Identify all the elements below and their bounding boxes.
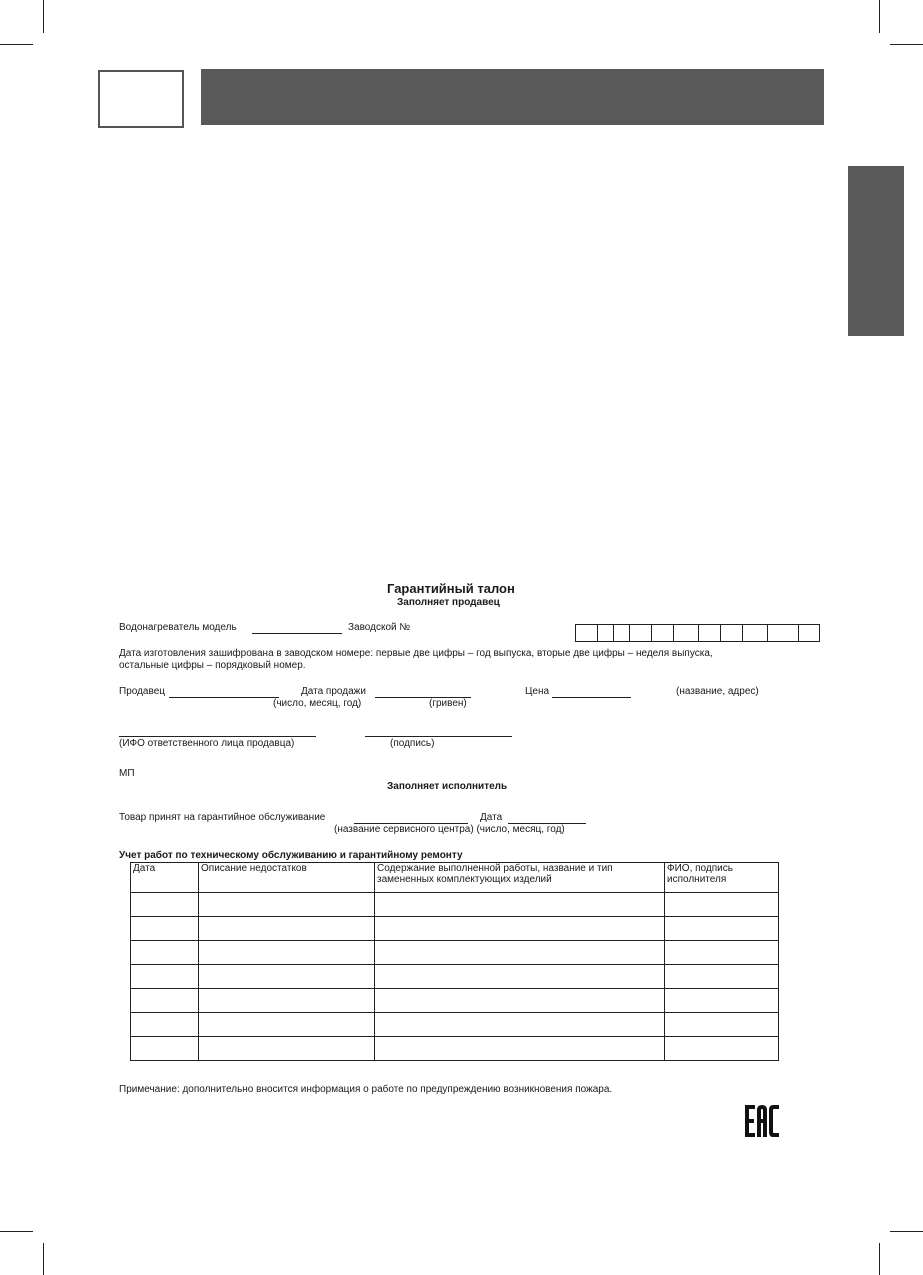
serial-digit-cell[interactable] — [576, 625, 598, 641]
date-hint: (число, месяц, год) — [273, 698, 362, 709]
table-cell[interactable] — [199, 1013, 375, 1037]
price-field-line[interactable] — [552, 697, 631, 698]
date-info-line2: остальные цифры – порядковый номер. — [119, 660, 306, 671]
column-header-executor: ФИО, подпись исполнителя — [665, 863, 779, 893]
crop-mark — [890, 44, 923, 45]
serial-digit-cell[interactable] — [630, 625, 652, 641]
acceptance-date-label: Дата — [480, 812, 503, 823]
model-field-line[interactable] — [252, 633, 342, 634]
table-cell[interactable] — [665, 893, 779, 917]
table-cell[interactable] — [199, 989, 375, 1013]
column-header-defects: Описание недостатков — [199, 863, 375, 893]
table-row — [131, 893, 779, 917]
table-cell[interactable] — [375, 989, 665, 1013]
serial-digit-cell[interactable] — [799, 625, 819, 641]
table-cell[interactable] — [131, 989, 199, 1013]
table-cell[interactable] — [199, 893, 375, 917]
table-row — [131, 917, 779, 941]
seller-field-line[interactable] — [169, 697, 279, 698]
table-cell[interactable] — [131, 917, 199, 941]
table-row — [131, 1013, 779, 1037]
table-cell[interactable] — [375, 1013, 665, 1037]
column-header-work: Содержание выполненной работы, название и тип замененных комплектующих изделий — [375, 863, 665, 893]
table-row — [131, 941, 779, 965]
seller-section-heading: Заполняет продавец — [397, 597, 500, 608]
accepted-label: Товар принят на гарантийное обслуживание — [119, 812, 326, 823]
crop-mark — [879, 0, 880, 33]
service-hint: (название сервисного центра) (число, месяц, год) — [334, 824, 565, 835]
serial-digit-cell[interactable] — [743, 625, 768, 641]
sale-date-label: Дата продажи — [301, 686, 366, 697]
document-title: Гарантийный талон — [387, 581, 515, 596]
crop-mark — [43, 1243, 44, 1275]
page-number-box — [98, 70, 184, 128]
serial-digit-cell[interactable] — [598, 625, 614, 641]
seller-label: Продавец — [119, 686, 165, 697]
table-cell[interactable] — [665, 1037, 779, 1061]
serial-label: Заводской № — [348, 622, 411, 633]
date-info-line1: Дата изготовления зашифрована в заводском номере: первые две цифры – год выпуска, вторые две цифры – неделя выпуска, — [119, 648, 713, 659]
table-row — [131, 1037, 779, 1061]
serial-digit-cell[interactable] — [721, 625, 743, 641]
price-label: Цена — [525, 686, 550, 697]
table-cell[interactable] — [375, 965, 665, 989]
responsible-field-line[interactable] — [119, 736, 316, 737]
serial-number-cells[interactable] — [575, 624, 820, 642]
model-label: Водонагреватель модель — [119, 622, 237, 633]
crop-mark — [0, 44, 33, 45]
table-cell[interactable] — [375, 1037, 665, 1061]
table-cell[interactable] — [375, 917, 665, 941]
signature-field-line[interactable] — [365, 736, 512, 737]
table-cell[interactable] — [665, 1013, 779, 1037]
table-cell[interactable] — [199, 965, 375, 989]
name-address-hint: (название, адрес) — [676, 686, 759, 697]
stamp-label: МП — [119, 768, 135, 779]
crop-mark — [890, 1231, 923, 1232]
crop-mark — [0, 1231, 33, 1232]
eac-certification-mark — [744, 1104, 780, 1138]
table-row — [131, 989, 779, 1013]
serial-digit-cell[interactable] — [614, 625, 630, 641]
table-header-row — [131, 863, 779, 893]
serial-digit-cell[interactable] — [699, 625, 721, 641]
crop-mark — [879, 1243, 880, 1275]
table-cell[interactable] — [199, 1037, 375, 1061]
currency-hint: (гривен) — [429, 698, 467, 709]
log-title: Учет работ по техническому обслуживанию и гарантийному ремонту — [119, 850, 463, 861]
crop-mark — [43, 0, 44, 33]
serial-digit-cell[interactable] — [674, 625, 699, 641]
table-cell[interactable] — [131, 1037, 199, 1061]
executor-section-heading: Заполняет исполнитель — [387, 781, 508, 792]
table-cell[interactable] — [131, 941, 199, 965]
note: Примечание: дополнительно вносится информация о работе по предупреждению возникновения пожара. — [119, 1084, 613, 1095]
table-cell[interactable] — [131, 893, 199, 917]
table-row — [131, 965, 779, 989]
responsible-hint: (ИФО ответственного лица продавца) — [119, 738, 295, 749]
table-cell[interactable] — [375, 941, 665, 965]
table-cell[interactable] — [665, 941, 779, 965]
table-cell[interactable] — [375, 893, 665, 917]
table-cell[interactable] — [131, 965, 199, 989]
table-cell[interactable] — [131, 1013, 199, 1037]
language-side-tab — [848, 166, 904, 336]
table-cell[interactable] — [199, 941, 375, 965]
service-log-table — [130, 862, 779, 1061]
table-cell[interactable] — [665, 965, 779, 989]
signature-hint: (подпись) — [390, 738, 435, 749]
table-cell[interactable] — [199, 917, 375, 941]
column-header-date: Дата — [131, 863, 199, 893]
serial-digit-cell[interactable] — [768, 625, 799, 641]
table-cell[interactable] — [665, 917, 779, 941]
table-cell[interactable] — [665, 989, 779, 1013]
serial-digit-cell[interactable] — [652, 625, 674, 641]
header-band — [201, 69, 824, 125]
